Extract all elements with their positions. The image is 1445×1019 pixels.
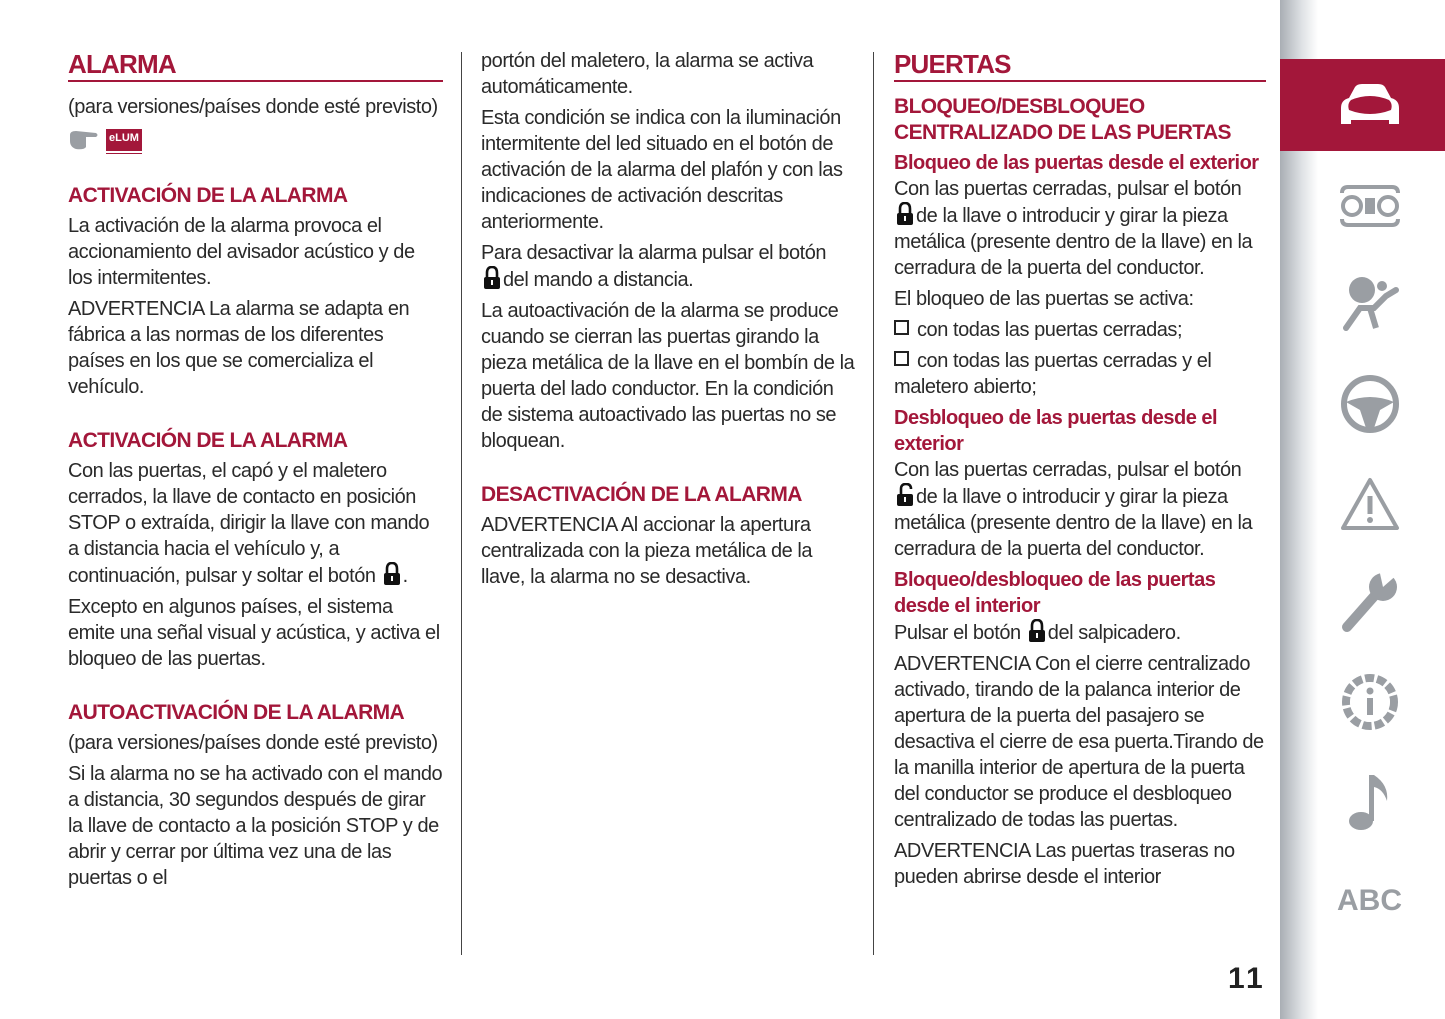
steering-wheel-icon: [1340, 374, 1400, 434]
pointing-hand-icon: [68, 129, 100, 151]
paragraph: [894, 286, 1266, 312]
column-divider: [461, 52, 462, 955]
paragraph: [894, 619, 1266, 646]
abc-index-label: ABC: [1337, 884, 1402, 917]
paragraph-text: de la llave o introducir y girar la pieza metálica (presente dentro de la llave) en la cerradura de la puerta del conductor.: [894, 486, 1253, 560]
lock-icon: [896, 202, 914, 226]
paragraph-text: Con las puertas cerradas, pulsar el botón: [894, 459, 1242, 481]
paragraph-text: de la llave o introducir y girar la pieza metálica (presente dentro de la llave) en la cerradura de la puerta del conductor.: [894, 205, 1253, 279]
tab-multimedia[interactable]: [1280, 756, 1445, 848]
chapter-sidebar: [1280, 0, 1445, 1019]
paragraph: [894, 651, 1266, 833]
section-title: ALARMA: [68, 48, 443, 82]
tab-maintenance[interactable]: [1280, 556, 1445, 648]
column-puertas: [894, 48, 1266, 895]
paragraph: [68, 730, 443, 756]
section-heading: ACTIVACIÓN DE LA ALARMA: [68, 429, 348, 452]
tab-warning[interactable]: [1280, 458, 1445, 550]
elum-icon[interactable]: eLUM: [106, 129, 142, 151]
paragraph: [481, 48, 856, 100]
paragraph: [481, 105, 856, 235]
column-alarma: [68, 48, 443, 896]
paragraph-text: La autoactivación de la alarma se produce cuando se cierran las puertas girando la pieza metálica de la llave en el bombín de la puerta del lado conductor. En la condición de sistema autoactivado las puertas no se bloquean.: [481, 300, 855, 452]
paragraph: [68, 458, 443, 589]
paragraph-text: La activación de la alarma provoca el accionamiento del avisador acústico y de los intermitentes.: [68, 215, 415, 289]
section-heading: AUTOACTIVACIÓN DE LA ALARMA: [68, 701, 405, 724]
paragraph-text: ADVERTENCIA Al accionar la apertura centralizada con la pieza metálica de la llave, la alarma no se desactiva.: [481, 514, 813, 588]
paragraph-text: Excepto en algunos países, el sistema emite una señal visual y acústica, y activa el bloqueo de las puertas.: [68, 596, 440, 670]
column-divider: [873, 52, 874, 955]
lock-icon: [483, 266, 501, 290]
instrument-panel-icon: [1338, 185, 1402, 227]
paragraph: [68, 213, 443, 291]
paragraph-text: del salpicadero.: [1047, 622, 1181, 644]
paragraph-text: ADVERTENCIA Las puertas traseras no pueden abrirse desde el interior: [894, 840, 1235, 888]
paragraph-text: (para versiones/países donde esté previsto): [68, 732, 438, 754]
paragraph-text: Con las puertas cerradas, pulsar el botón: [894, 178, 1242, 200]
list-item-text: con todas las puertas cerradas y el maletero abierto;: [894, 350, 1212, 398]
subsection-heading: Bloqueo de las puertas desde el exterior: [894, 152, 1259, 174]
section-heading: DESACTIVACIÓN DE LA ALARMA: [481, 483, 802, 506]
unlock-icon: [896, 483, 914, 507]
list-item: [894, 317, 1266, 343]
paragraph-text: portón del maletero, la alarma se activa automáticamente.: [481, 50, 814, 98]
tab-car[interactable]: [1280, 59, 1445, 151]
paragraph-text: (para versiones/países donde esté previsto): [68, 96, 438, 118]
paragraph: [481, 240, 856, 293]
paragraph: [68, 594, 443, 672]
paragraph-text: del mando a distancia.: [503, 269, 694, 291]
tab-steering-wheel[interactable]: [1280, 358, 1445, 450]
wrench-icon: [1339, 569, 1401, 635]
page-number: 11: [1228, 962, 1266, 995]
music-note-icon: [1345, 771, 1395, 833]
list-item-text: con todas las puertas cerradas;: [917, 319, 1183, 341]
checkbox-bullet-icon: [894, 320, 909, 335]
list-item: [894, 348, 1266, 400]
lock-icon: [383, 562, 401, 586]
info-gear-icon: [1339, 671, 1401, 733]
warning-triangle-icon: [1339, 476, 1401, 532]
tab-airbag-safety[interactable]: [1280, 258, 1445, 350]
tab-technical-data[interactable]: [1280, 656, 1445, 748]
tab-index[interactable]: [1280, 855, 1445, 947]
paragraph-text: .: [402, 565, 408, 587]
paragraph: [68, 94, 443, 120]
paragraph: [68, 296, 443, 400]
tab-instrument-panel[interactable]: [1280, 160, 1445, 252]
paragraph: [894, 457, 1266, 562]
paragraph-text: Para desactivar la alarma pulsar el botón: [481, 242, 827, 264]
paragraph-text: El bloqueo de las puertas se activa:: [894, 288, 1194, 310]
paragraph-text: Si la alarma no se ha activado con el mando a distancia, 30 segundos después de girar la llave de contacto a la posición STOP y de abrir y cerrar por última vez una de las puertas o el: [68, 763, 443, 889]
paragraph-text: Con las puertas, el capó y el maletero cerrados, la llave de contacto en posición STOP o extraída, dirigir la llave con mando a distancia hacia el vehículo y, a continuación, pulsar y soltar el botón: [68, 460, 430, 587]
section-heading: ACTIVACIÓN DE LA ALARMA: [68, 184, 348, 207]
reference-icons: [68, 125, 443, 155]
paragraph: [68, 761, 443, 891]
section-heading: BLOQUEO/DESBLOQUEO CENTRALIZADO DE LAS PUERTAS: [894, 95, 1231, 144]
airbag-icon: [1340, 274, 1400, 334]
subsection-heading: Desbloqueo de las puertas desde el exterior: [894, 407, 1218, 455]
paragraph: [481, 298, 856, 454]
paragraph: [481, 512, 856, 590]
subsection-heading: Bloqueo/desbloqueo de las puertas desde el interior: [894, 569, 1216, 617]
checkbox-bullet-icon: [894, 351, 909, 366]
section-title: PUERTAS: [894, 48, 1266, 82]
paragraph-text: Esta condición se indica con la iluminación intermitente del led situado en el botón de activación de la alarma del plafón y con las indicaciones de activación descritas anteriormente.: [481, 107, 843, 233]
paragraph-text: ADVERTENCIA Con el cierre centralizado activado, tirando de la palanca interior de apertura de la puerta del pasajero se desactiva el cierre de esa puerta.Tirando de la manilla interior de apertura de la puerta del conductor se produce el desbloqueo centralizado de todas las puertas.: [894, 653, 1264, 831]
paragraph-text: Pulsar el botón: [894, 622, 1021, 644]
paragraph-text: ADVERTENCIA La alarma se adapta en fábrica a las normas de los diferentes países en los que se comercializa el vehículo.: [68, 298, 410, 398]
lock-icon: [1028, 619, 1046, 643]
paragraph: [894, 838, 1266, 890]
car-icon: [1337, 82, 1403, 128]
column-alarma-cont: [481, 48, 856, 595]
paragraph: [894, 176, 1266, 281]
